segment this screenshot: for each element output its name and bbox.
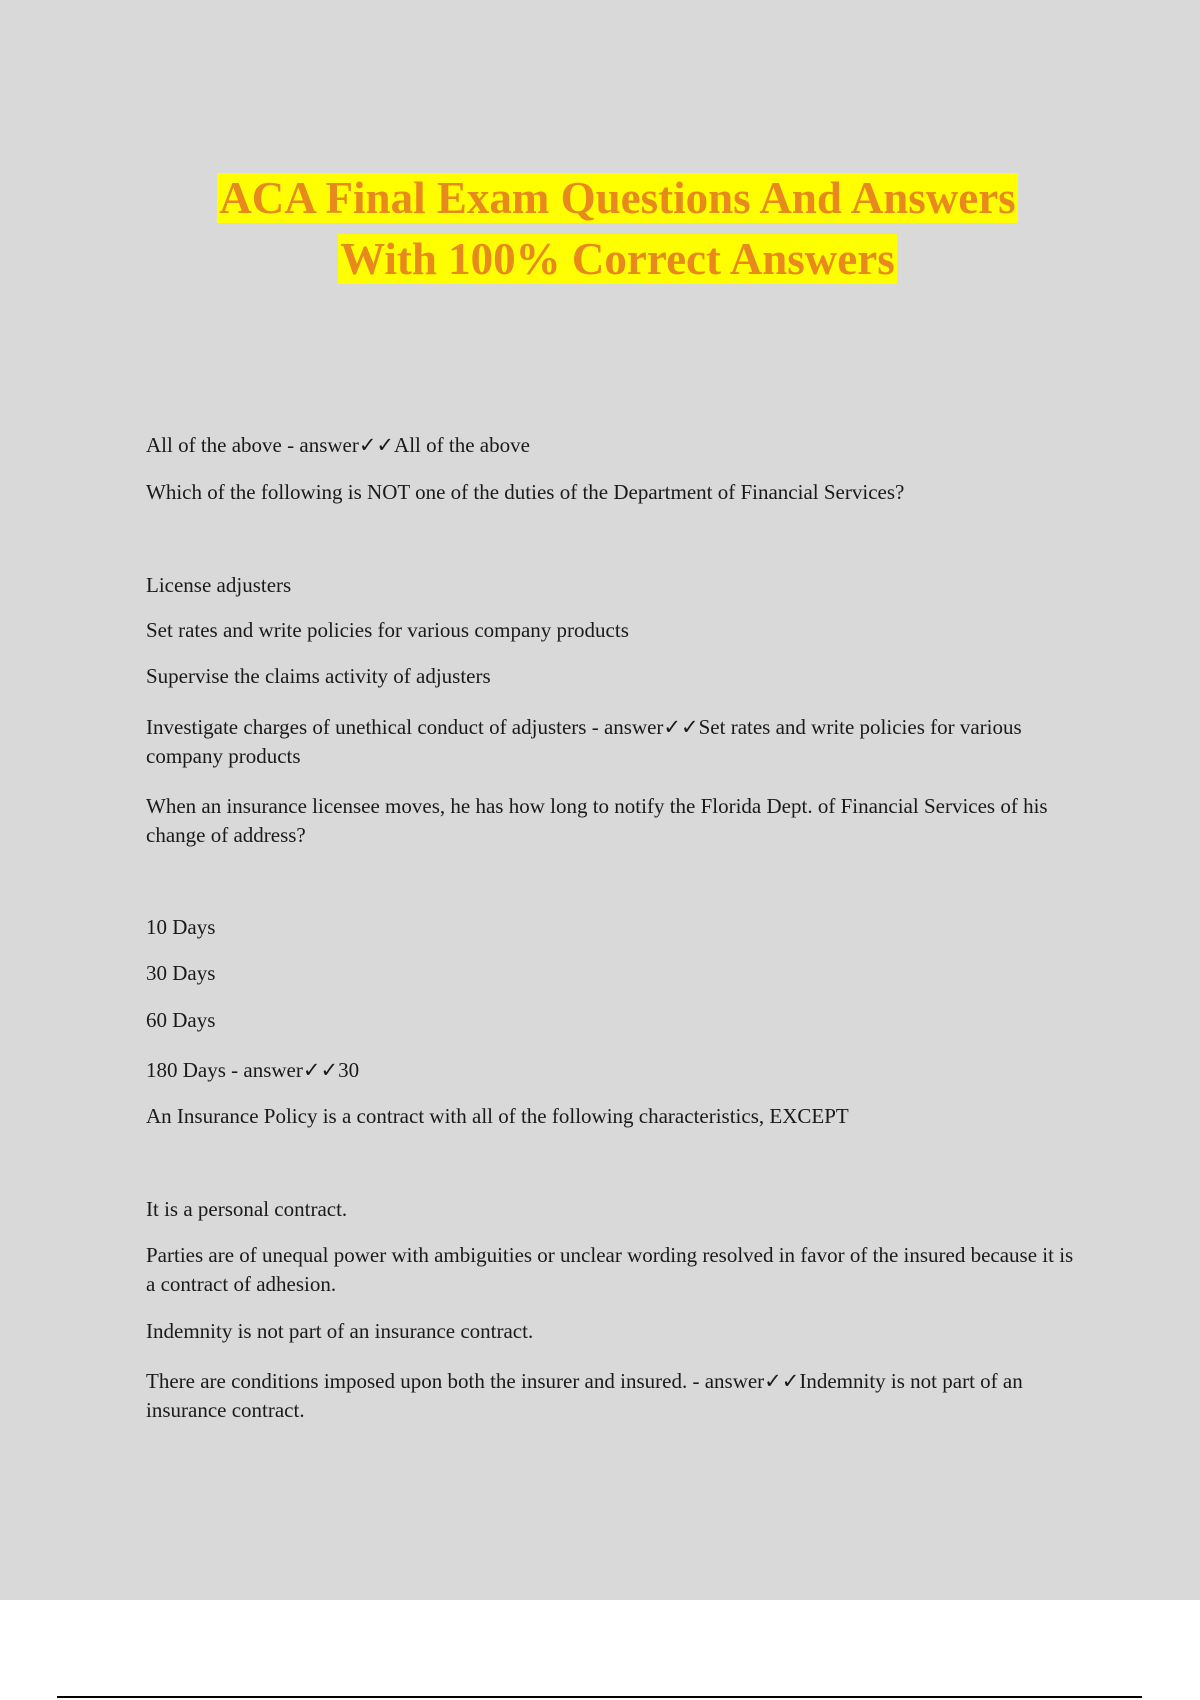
- answer-option: There are conditions imposed upon both the insurer and insured. - answer✓✓Indemnity is not part of an insurance contract.: [146, 1369, 1023, 1422]
- answer-option: Set rates and write policies for various company products: [146, 618, 629, 642]
- paragraph: All of the above - answer✓✓All of the above: [146, 433, 530, 457]
- title-line-1: ACA Final Exam Questions And Answers: [219, 173, 1016, 223]
- answer-option: 10 Days: [146, 915, 216, 939]
- answer-option: Indemnity is not part of an insurance contract.: [146, 1319, 534, 1343]
- answer-option: 180 Days - answer✓✓30: [146, 1058, 360, 1082]
- answer-option: Investigate charges of unethical conduct of adjusters - answer✓✓Set rates and write policies for various company products: [146, 715, 1022, 768]
- answer-option: License adjusters: [146, 573, 292, 597]
- answer-option: Parties are of unequal power with ambiguities or unclear wording resolved in favor of the insured because it is a contract of adhesion.: [146, 1243, 1074, 1296]
- question-text: An Insurance Policy is a contract with all of the following characteristics, EXCEPT: [146, 1104, 849, 1128]
- document-title: [0, 168, 1200, 290]
- answer-option: It is a personal contract.: [146, 1197, 348, 1221]
- answer-option: 30 Days: [146, 961, 216, 985]
- answer-option: 60 Days: [146, 1008, 216, 1032]
- title-line-2: With 100% Correct Answers: [340, 234, 895, 284]
- question-text: Which of the following is NOT one of the duties of the Department of Financial Services?: [146, 480, 905, 504]
- question-text: When an insurance licensee moves, he has how long to notify the Florida Dept. of Financial Services of his change of address?: [146, 794, 1048, 847]
- footer-divider: [57, 1696, 1142, 1698]
- answer-option: Supervise the claims activity of adjusters: [146, 664, 491, 688]
